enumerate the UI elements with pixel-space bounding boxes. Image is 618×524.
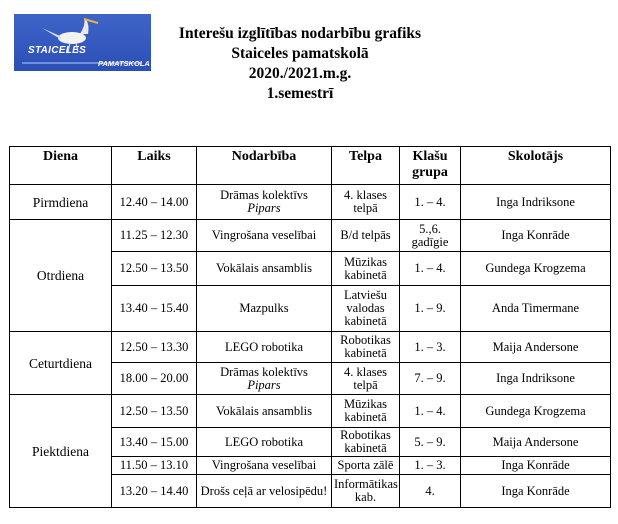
activity-name: Drāmas kolektīvs — [220, 188, 308, 202]
group-cell: 4. — [400, 475, 461, 508]
schedule-table — [9, 146, 611, 508]
time-cell: 11.25 – 12.30 — [112, 220, 197, 252]
room-cell: 4. klases telpā — [332, 185, 400, 220]
room-cell: Sporta zālē — [332, 457, 400, 475]
room-cell: Robotikas kabinetā — [332, 332, 400, 363]
activity-cell: Vokālais ansamblis — [197, 395, 332, 428]
activity-cell: Drošs ceļā ar velosipēdu! — [197, 475, 332, 508]
time-cell: 18.00 – 20.00 — [112, 363, 197, 395]
table-row — [10, 332, 611, 363]
group-cell: 1. – 4. — [400, 252, 461, 286]
column-header: Telpa — [332, 147, 400, 185]
title-line-1: Interešu izglītības nodarbību grafiks — [178, 25, 422, 42]
time-cell: 12.50 – 13.50 — [112, 252, 197, 286]
teacher-cell: Inga Konrāde — [461, 457, 611, 475]
group-cell: 5. – 9. — [400, 428, 461, 457]
activity-subtitle: Pipars — [247, 377, 281, 392]
column-header: Diena — [10, 147, 112, 185]
school-logo — [14, 14, 151, 71]
table-header-row — [10, 147, 611, 185]
logo-name: STAICELES — [28, 45, 87, 56]
day-cell: Pirmdiena — [10, 185, 112, 220]
time-cell: 13.40 – 15.00 — [112, 428, 197, 457]
room-cell: Robotikas kabinetā — [332, 428, 400, 457]
teacher-cell: Inga Konrāde — [461, 475, 611, 508]
activity-cell — [197, 185, 332, 220]
teacher-cell: Gundega Krogzema — [461, 252, 611, 286]
time-cell: 13.20 – 14.40 — [112, 475, 197, 508]
time-cell: 12.50 – 13.50 — [112, 395, 197, 428]
column-header: Klašu grupa — [400, 147, 461, 185]
day-cell: Otrdiena — [10, 220, 112, 332]
title-line-3: 2020./2021.m.g. — [248, 65, 352, 82]
title-line-4: 1.semestrī — [266, 85, 334, 102]
group-cell: 5.,6. gadīgie — [400, 220, 461, 252]
teacher-cell: Anda Timermane — [461, 286, 611, 332]
column-header: Nodarbība — [197, 147, 332, 185]
group-cell: 1. – 3. — [400, 457, 461, 475]
activity-cell: Vingrošana veselībai — [197, 220, 332, 252]
room-cell: Informātikas kab. — [332, 475, 400, 508]
room-cell: B/d telpās — [332, 220, 400, 252]
activity-subtitle: Pipars — [247, 201, 281, 215]
column-header: Skolotājs — [461, 147, 611, 185]
page-title — [150, 24, 450, 104]
activity-cell: Mazpulks — [197, 286, 332, 332]
room-cell: 4. klases telpā — [332, 363, 400, 395]
room-cell: Mūzikas kabinetā — [332, 395, 400, 428]
teacher-cell: Maija Andersone — [461, 332, 611, 363]
table-row — [10, 395, 611, 428]
activity-cell: LEGO robotika — [197, 428, 332, 457]
time-cell: 12.40 – 14.00 — [112, 185, 197, 220]
activity-cell: Vingrošana veselībai — [197, 457, 332, 475]
time-cell: 13.40 – 15.40 — [112, 286, 197, 332]
activity-name: Drāmas kolektīvs — [220, 364, 308, 379]
day-cell: Piektdiena — [10, 395, 112, 508]
logo-subtitle: PAMATSKOLA — [98, 59, 150, 68]
activity-cell: LEGO robotika — [197, 332, 332, 363]
room-cell: Mūzikas kabinetā — [332, 252, 400, 286]
table-row — [10, 220, 611, 252]
group-cell: 7. – 9. — [400, 363, 461, 395]
activity-cell — [197, 363, 332, 395]
teacher-cell: Gundega Krogzema — [461, 395, 611, 428]
activity-cell: Vokālais ansamblis — [197, 252, 332, 286]
teacher-cell: Maija Andersone — [461, 428, 611, 457]
room-cell: Latviešu valodas kabinetā — [332, 286, 400, 332]
teacher-cell: Inga Indriksone — [461, 185, 611, 220]
teacher-cell: Inga Konrāde — [461, 220, 611, 252]
time-cell: 11.50 – 13.10 — [112, 457, 197, 475]
title-line-2: Staiceles pamatskolā — [231, 45, 369, 62]
table-row — [10, 185, 611, 220]
teacher-cell: Inga Indriksone — [461, 363, 611, 395]
time-cell: 12.50 – 13.30 — [112, 332, 197, 363]
group-cell: 1. – 9. — [400, 286, 461, 332]
group-cell: 1. – 3. — [400, 332, 461, 363]
column-header: Laiks — [112, 147, 197, 185]
group-cell: 1. – 4. — [400, 185, 461, 220]
day-cell: Ceturtdiena — [10, 332, 112, 395]
group-cell: 1. – 4. — [400, 395, 461, 428]
